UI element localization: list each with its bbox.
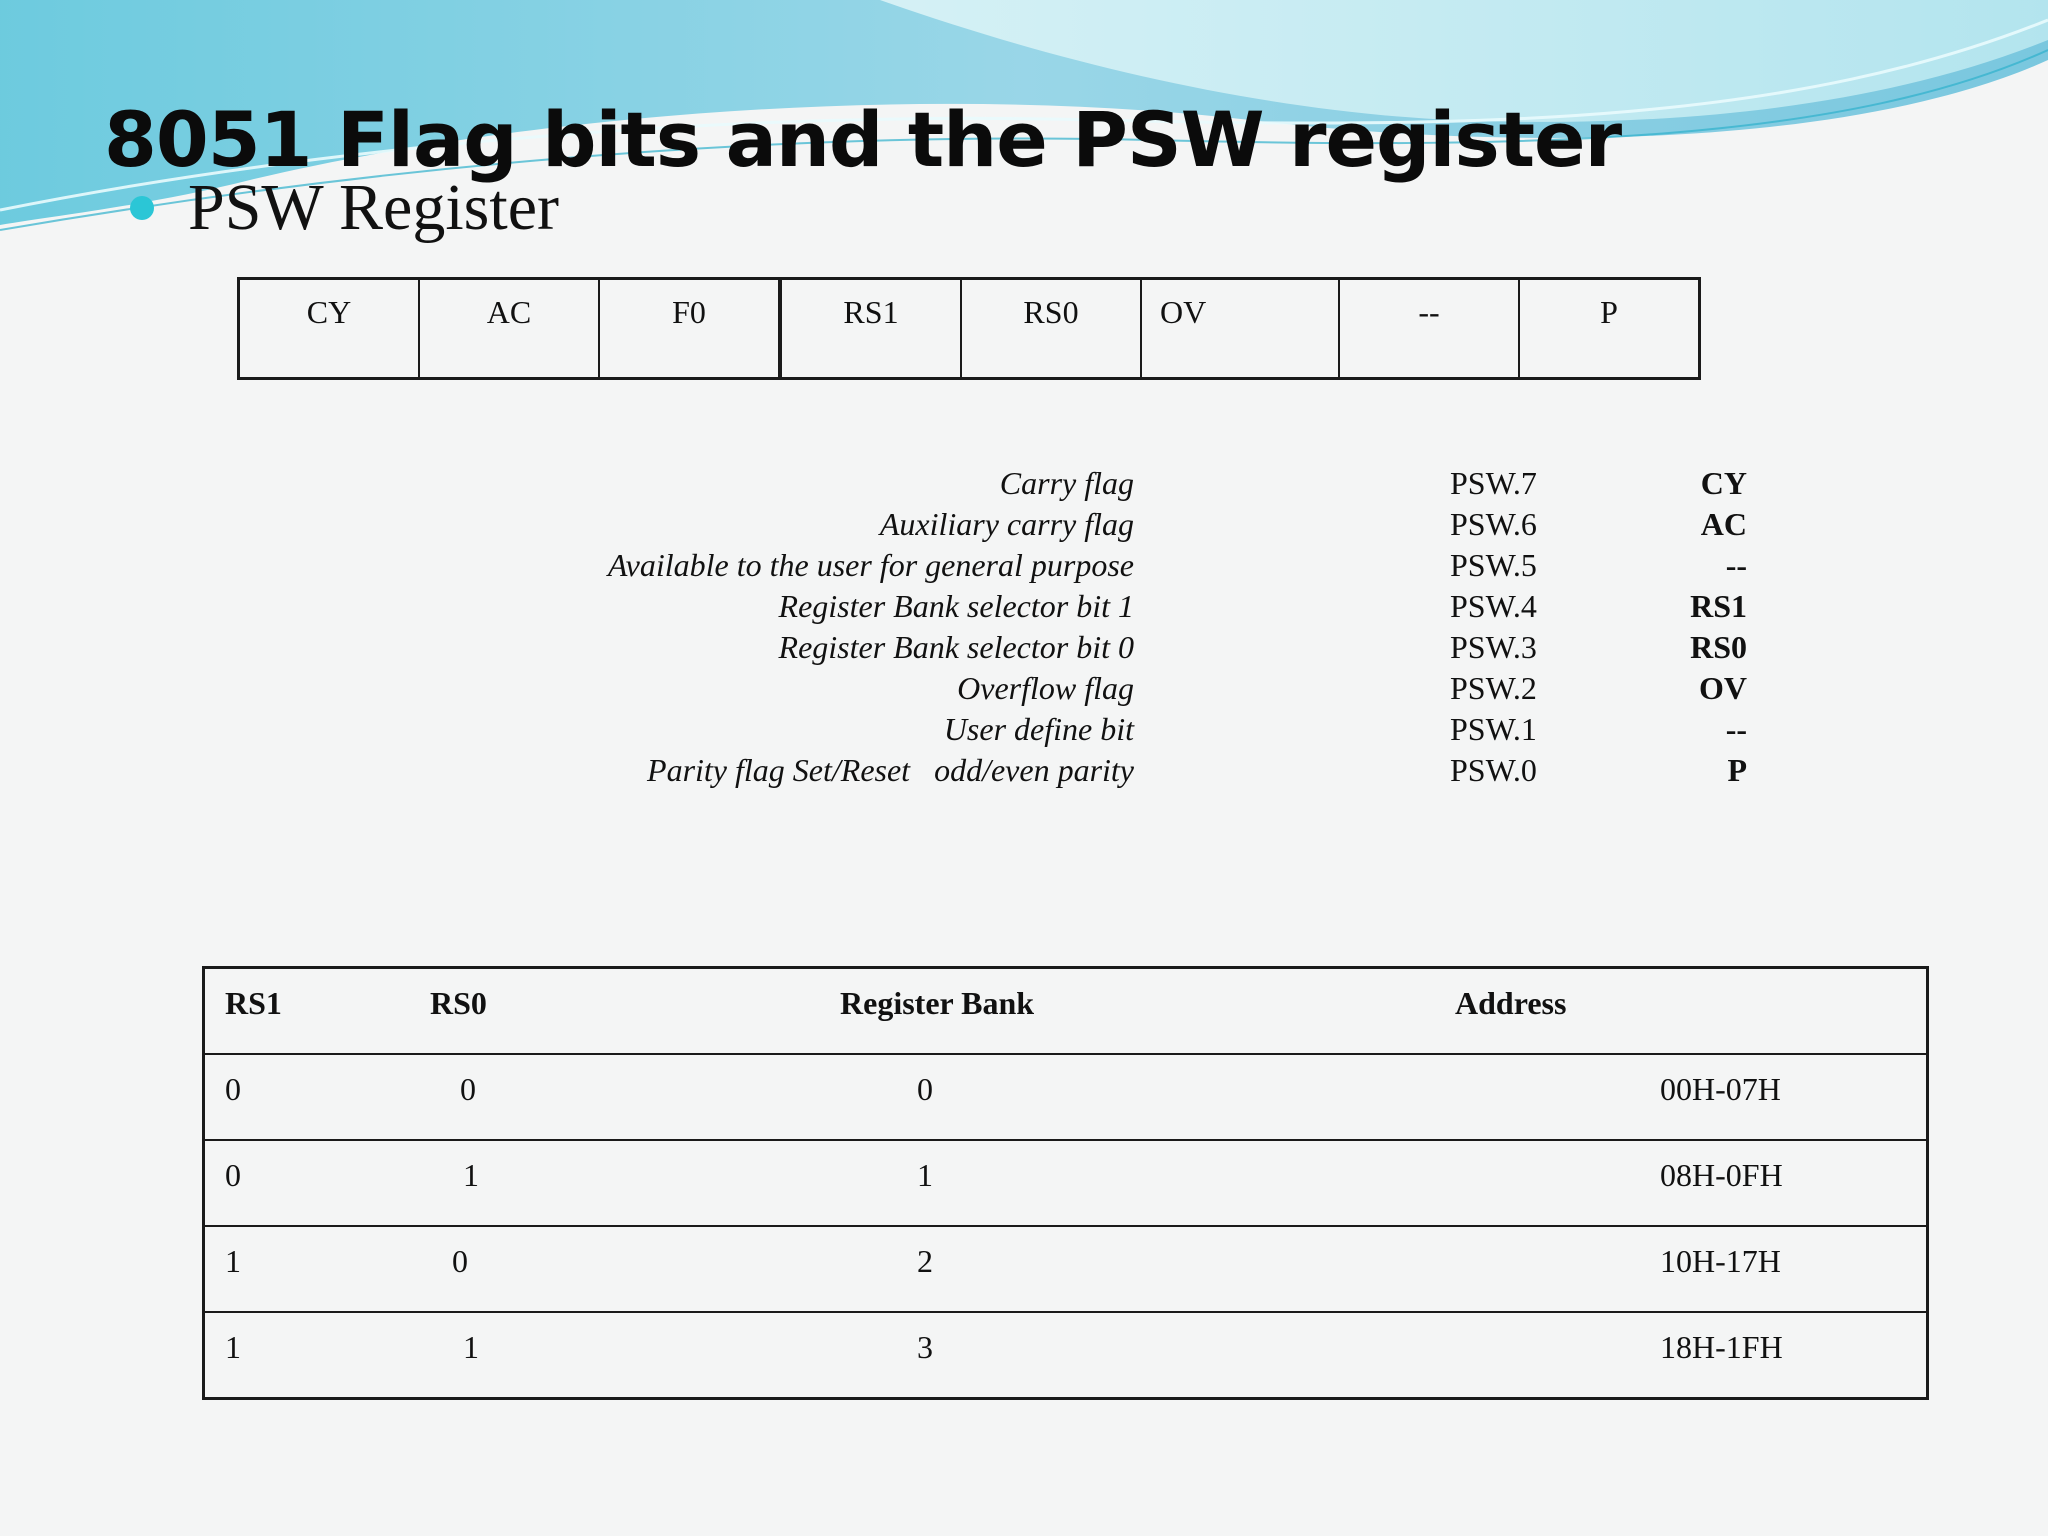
- bit-position: PSW.1: [1450, 711, 1537, 747]
- table-header-row: [205, 969, 1926, 1053]
- psw-cell-cy: CY: [240, 280, 420, 377]
- psw-cell-p: P: [1600, 294, 1618, 330]
- bit-name: RS1: [1690, 588, 1747, 624]
- bit-row: [0, 668, 2048, 709]
- bullet-item: [130, 168, 559, 248]
- bullet-dot-icon: [130, 196, 154, 220]
- bit-name: OV: [1699, 670, 1747, 706]
- table-row: [205, 1053, 1926, 1139]
- bit-description: Register Bank selector bit 0: [778, 629, 1134, 665]
- cell-register-bank: 3: [917, 1329, 933, 1365]
- cell-rs1: 1: [225, 1329, 241, 1365]
- table-row: [205, 1225, 1926, 1311]
- bit-row: [0, 709, 2048, 750]
- bullet-text: PSW Register: [188, 171, 559, 244]
- register-bank-table: [202, 966, 1929, 1400]
- bit-name: --: [1725, 547, 1747, 583]
- bit-row: [0, 504, 2048, 545]
- psw-cell-f0: F0: [600, 280, 782, 377]
- header-rs0: RS0: [430, 985, 487, 1021]
- bit-row: [0, 750, 2048, 791]
- table-row: [205, 1311, 1926, 1397]
- bit-description: User define bit: [943, 711, 1134, 747]
- cell-address: 18H-1FH: [1660, 1329, 1783, 1365]
- psw-bit-description-list: [0, 463, 2048, 791]
- bit-row: [0, 627, 2048, 668]
- cell-rs0: 1: [463, 1157, 479, 1193]
- cell-rs0: 1: [463, 1329, 479, 1365]
- bit-position: PSW.2: [1450, 670, 1537, 706]
- header-rs1: RS1: [225, 985, 282, 1021]
- cell-register-bank: 1: [917, 1157, 933, 1193]
- psw-cell-ac: AC: [420, 280, 600, 377]
- bit-name: CY: [1700, 465, 1747, 501]
- cell-address: 00H-07H: [1660, 1071, 1781, 1107]
- bit-description: Auxiliary carry flag: [879, 506, 1134, 542]
- header-register-bank: Register Bank: [840, 985, 1035, 1021]
- bit-description: Overflow flag: [957, 670, 1134, 706]
- bit-row: [0, 463, 2048, 504]
- cell-rs1: 1: [225, 1243, 241, 1279]
- psw-cell-rs1: RS1: [782, 280, 962, 377]
- slide-title: 8051 Flag bits and the PSW register: [104, 95, 1622, 184]
- bit-name: --: [1725, 711, 1747, 747]
- bit-row: [0, 545, 2048, 586]
- bit-description: Register Bank selector bit 1: [778, 588, 1134, 624]
- cell-register-bank: 2: [917, 1243, 933, 1279]
- cell-rs1: 0: [225, 1157, 241, 1193]
- bit-description: Available to the user for general purpose: [607, 547, 1134, 583]
- bit-position: PSW.0: [1450, 752, 1537, 788]
- psw-register-diagram: [237, 277, 1701, 380]
- psw-cell-ov: OV: [1142, 280, 1340, 377]
- cell-address: 08H-0FH: [1660, 1157, 1783, 1193]
- table-row: [205, 1139, 1926, 1225]
- bit-position: PSW.6: [1450, 506, 1537, 542]
- cell-register-bank: 0: [917, 1071, 933, 1107]
- bit-name: AC: [1700, 506, 1747, 542]
- bit-position: PSW.5: [1450, 547, 1537, 583]
- bit-description: Carry flag: [999, 465, 1134, 501]
- cell-address: 10H-17H: [1660, 1243, 1781, 1279]
- bit-name: P: [1727, 752, 1747, 788]
- psw-cell-user: --: [1340, 280, 1520, 377]
- cell-rs0: 0: [460, 1071, 476, 1107]
- header-address: Address: [1455, 985, 1567, 1021]
- bit-description: Parity flag Set/Reset odd/even parity: [647, 752, 1134, 788]
- cell-rs0: 0: [452, 1243, 468, 1279]
- cell-rs1: 0: [225, 1071, 241, 1107]
- psw-cell-rs0: RS0: [962, 280, 1142, 377]
- bit-name: RS0: [1690, 629, 1747, 665]
- bit-row: [0, 586, 2048, 627]
- bit-position: PSW.4: [1450, 588, 1537, 624]
- bit-position: PSW.3: [1450, 629, 1537, 665]
- bit-position: PSW.7: [1450, 465, 1537, 501]
